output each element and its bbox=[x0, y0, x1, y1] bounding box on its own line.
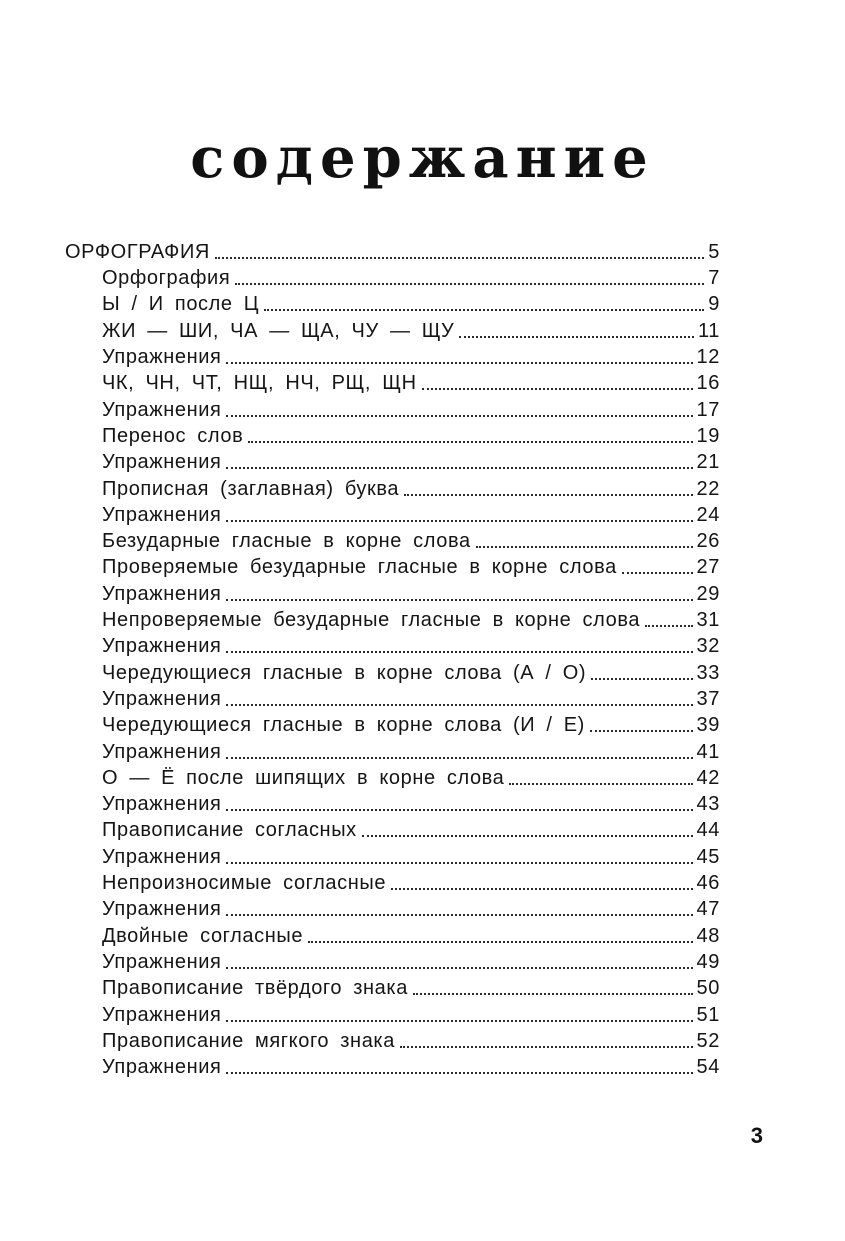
page-title: содержание bbox=[190, 125, 655, 191]
toc-entry-label: Упражнения bbox=[102, 1003, 222, 1026]
toc-entry-page: 31 bbox=[696, 609, 720, 632]
toc-entry-page: 12 bbox=[696, 346, 720, 369]
toc-entry-page: 24 bbox=[696, 503, 720, 526]
toc-entry bbox=[65, 606, 720, 632]
dot-leader bbox=[226, 362, 692, 364]
page-number: 3 bbox=[750, 1123, 763, 1148]
dot-leader bbox=[226, 599, 692, 601]
toc-entry-page: 39 bbox=[696, 714, 720, 737]
toc-entry bbox=[65, 501, 720, 527]
toc-entry-label: Упражнения bbox=[102, 740, 222, 763]
toc-entry-page: 47 bbox=[696, 898, 720, 921]
toc-entry bbox=[65, 238, 720, 264]
toc-entry bbox=[65, 527, 720, 553]
toc-entry bbox=[65, 869, 720, 895]
toc-entry bbox=[65, 448, 720, 474]
dot-leader bbox=[391, 888, 692, 890]
toc-entry bbox=[65, 685, 720, 711]
toc-entry-label: Упражнения bbox=[102, 346, 222, 369]
toc-list bbox=[65, 238, 720, 1080]
dot-leader bbox=[404, 494, 692, 496]
toc-entry bbox=[65, 474, 720, 500]
toc-entry-label: Непроверяемые безударные гласные в корне слова bbox=[102, 609, 641, 632]
toc-entry-label: ЧК, ЧН, ЧТ, НЩ, НЧ, РЩ, ЩН bbox=[102, 372, 417, 395]
toc-entry-label: Перенос слов bbox=[102, 424, 244, 447]
toc-entry-label: Упражнения bbox=[102, 1056, 222, 1079]
toc-entry-page: 46 bbox=[696, 872, 720, 895]
toc-entry-page: 32 bbox=[696, 635, 720, 658]
toc-entry-page: 52 bbox=[696, 1029, 720, 1052]
dot-leader bbox=[226, 757, 692, 759]
toc-entry-label: Непроизносимые согласные bbox=[102, 872, 387, 895]
dot-leader bbox=[622, 572, 693, 574]
dot-leader bbox=[476, 546, 693, 548]
dot-leader bbox=[509, 783, 692, 785]
dot-leader bbox=[591, 678, 692, 680]
toc-entry-label: Упражнения bbox=[102, 582, 222, 605]
toc-entry-page: 43 bbox=[696, 793, 720, 816]
dot-leader bbox=[226, 704, 692, 706]
toc-entry bbox=[65, 290, 720, 316]
toc-entry-label: Двойные согласные bbox=[102, 924, 304, 947]
toc-entry-label: Ы / И после Ц bbox=[102, 293, 260, 316]
toc-entry bbox=[65, 579, 720, 605]
toc-entry bbox=[65, 316, 720, 342]
toc-entry bbox=[65, 1053, 720, 1079]
toc-entry bbox=[65, 711, 720, 737]
toc-entry-page: 21 bbox=[696, 451, 720, 474]
dot-leader bbox=[226, 914, 692, 916]
toc-entry bbox=[65, 658, 720, 684]
dot-leader bbox=[459, 336, 694, 338]
toc-entry-page: 49 bbox=[696, 950, 720, 973]
toc-entry-page: 27 bbox=[696, 556, 720, 579]
toc-entry-label: Упражнения bbox=[102, 793, 222, 816]
toc-entry-page: 50 bbox=[696, 977, 720, 1000]
toc-entry-page: 17 bbox=[696, 398, 720, 421]
toc-entry-label: Орфография bbox=[102, 267, 231, 290]
dot-leader bbox=[226, 651, 692, 653]
toc-entry bbox=[65, 974, 720, 1000]
dot-leader bbox=[645, 625, 692, 627]
toc-entry-label: Проверяемые безударные гласные в корне слова bbox=[102, 556, 617, 579]
toc-entry bbox=[65, 422, 720, 448]
toc-entry-label: Правописание твёрдого знака bbox=[102, 977, 408, 1000]
toc-entry-page: 29 bbox=[696, 582, 720, 605]
dot-leader bbox=[226, 862, 692, 864]
toc-entry bbox=[65, 1027, 720, 1053]
toc-entry-page: 9 bbox=[708, 293, 720, 316]
toc-entry-label: Упражнения bbox=[102, 898, 222, 921]
toc-entry bbox=[65, 343, 720, 369]
toc-entry bbox=[65, 895, 720, 921]
toc-entry-label: Чередующиеся гласные в корне слова (И / Е) bbox=[102, 714, 585, 737]
toc-entry bbox=[65, 369, 720, 395]
dot-leader bbox=[590, 730, 693, 732]
toc-entry-label: Упражнения bbox=[102, 398, 222, 421]
toc-entry bbox=[65, 1000, 720, 1026]
toc-entry-label: ОРФОГРАФИЯ bbox=[65, 240, 210, 263]
toc-entry bbox=[65, 842, 720, 868]
toc-entry-label: Упражнения bbox=[102, 687, 222, 710]
toc-entry-page: 48 bbox=[696, 924, 720, 947]
toc-entry-label: Правописание согласных bbox=[102, 819, 357, 842]
dot-leader bbox=[235, 283, 704, 285]
toc-entry-page: 11 bbox=[698, 319, 720, 342]
toc-entry-page: 16 bbox=[696, 372, 720, 395]
toc-entry bbox=[65, 737, 720, 763]
toc-entry-page: 41 bbox=[696, 740, 720, 763]
toc-entry-page: 44 bbox=[696, 819, 720, 842]
toc-entry-page: 26 bbox=[696, 530, 720, 553]
dot-leader bbox=[422, 388, 693, 390]
toc-entry bbox=[65, 948, 720, 974]
toc-entry-label: Упражнения bbox=[102, 635, 222, 658]
toc-entry bbox=[65, 921, 720, 947]
toc-entry-page: 22 bbox=[696, 477, 720, 500]
toc-entry bbox=[65, 816, 720, 842]
toc-entry-page: 33 bbox=[696, 661, 720, 684]
dot-leader bbox=[226, 809, 692, 811]
toc-entry-label: Упражнения bbox=[102, 950, 222, 973]
toc-entry bbox=[65, 632, 720, 658]
toc-entry-page: 45 bbox=[696, 845, 720, 868]
dot-leader bbox=[226, 415, 692, 417]
dot-leader bbox=[226, 467, 692, 469]
toc-entry-page: 37 bbox=[696, 687, 720, 710]
toc-entry-label: ЖИ — ШИ, ЧА — ЩА, ЧУ — ЩУ bbox=[102, 319, 455, 342]
dot-leader bbox=[264, 309, 704, 311]
dot-leader bbox=[226, 1072, 692, 1074]
toc-entry-label: Правописание мягкого знака bbox=[102, 1029, 395, 1052]
dot-leader bbox=[308, 941, 692, 943]
dot-leader bbox=[400, 1046, 693, 1048]
toc-entry-label: Упражнения bbox=[102, 503, 222, 526]
dot-leader bbox=[226, 1020, 692, 1022]
toc-entry-page: 5 bbox=[708, 240, 720, 263]
toc-entry-label: О — Ё после шипящих в корне слова bbox=[102, 766, 505, 789]
toc-entry bbox=[65, 553, 720, 579]
toc-entry-label: Безударные гласные в корне слова bbox=[102, 530, 471, 553]
toc-entry bbox=[65, 395, 720, 421]
toc-entry-page: 51 bbox=[696, 1003, 720, 1026]
dot-leader bbox=[215, 257, 704, 259]
toc-entry-page: 54 bbox=[696, 1056, 720, 1079]
toc-entry bbox=[65, 764, 720, 790]
toc-entry bbox=[65, 790, 720, 816]
toc-entry-page: 19 bbox=[696, 424, 720, 447]
toc-entry-page: 42 bbox=[696, 766, 720, 789]
toc-entry-page: 7 bbox=[708, 267, 720, 290]
toc-entry bbox=[65, 264, 720, 290]
toc-entry-label: Упражнения bbox=[102, 451, 222, 474]
dot-leader bbox=[248, 441, 692, 443]
toc-entry-label: Упражнения bbox=[102, 845, 222, 868]
toc-entry-label: Прописная (заглавная) буква bbox=[102, 477, 400, 500]
dot-leader bbox=[362, 835, 693, 837]
toc-entry-label: Чередующиеся гласные в корне слова (А / О) bbox=[102, 661, 587, 684]
dot-leader bbox=[226, 520, 692, 522]
dot-leader bbox=[226, 967, 692, 969]
dot-leader bbox=[413, 993, 693, 995]
